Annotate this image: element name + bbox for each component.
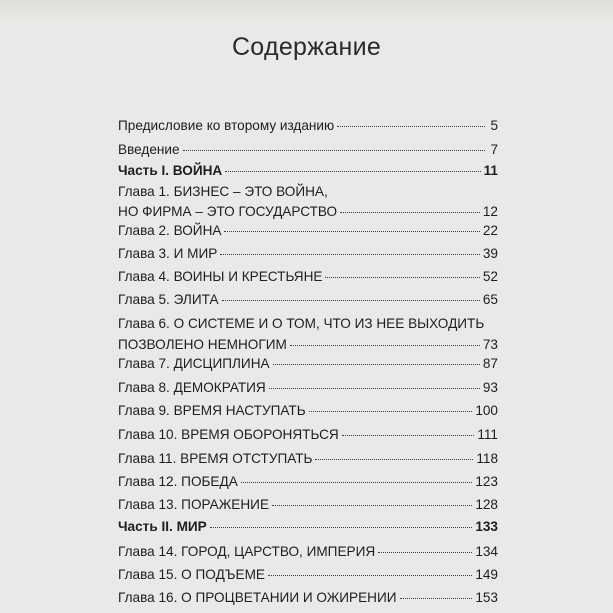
dot-leader — [325, 276, 479, 278]
toc-entry-page: 133 — [475, 519, 498, 534]
toc-entry-page: 73 — [482, 337, 498, 352]
toc-entry-chapter-16[interactable] — [118, 589, 498, 606]
toc-entry-label: Часть I. ВОЙНА — [118, 163, 223, 178]
toc-entry-chapter-6[interactable] — [118, 315, 498, 353]
toc-entry-chapter-7[interactable] — [118, 355, 498, 372]
toc-entry-chapter-4[interactable] — [118, 268, 498, 285]
toc-entry-chapter-5[interactable] — [118, 291, 498, 308]
dot-leader — [378, 551, 472, 553]
dot-leader — [273, 363, 480, 365]
dot-leader — [225, 170, 480, 172]
toc-entry-page: 100 — [475, 403, 498, 418]
toc-entry-page: 134 — [475, 544, 498, 559]
dot-leader — [340, 211, 480, 213]
dot-leader — [309, 410, 473, 412]
toc-entry-label: Глава 12. ПОБЕДА — [118, 474, 238, 489]
toc-entry-label: Глава 2. ВОЙНА — [118, 223, 222, 238]
toc-entry-label: Глава 4. ВОИНЫ И КРЕСТЬЯНЕ — [118, 269, 323, 284]
toc-entry-page: 65 — [482, 292, 498, 307]
toc-entry-label-line1: Глава 6. О СИСТЕМЕ И О ТОМ, ЧТО ИЗ НЕЕ ВЫХОДИТЬ — [118, 316, 485, 331]
toc-entry-chapter-14[interactable] — [118, 543, 498, 560]
dot-leader — [337, 125, 485, 127]
toc-entry-page: 87 — [482, 356, 498, 371]
dot-leader — [222, 299, 480, 301]
toc-entry-chapter-13[interactable] — [118, 496, 498, 513]
dot-leader — [315, 458, 473, 460]
dot-leader — [290, 344, 480, 346]
toc-entry-label: Глава 8. ДЕМОКРАТИЯ — [118, 380, 266, 395]
dot-leader — [342, 434, 475, 436]
dot-leader — [241, 481, 473, 483]
toc-entry-label: Глава 13. ПОРАЖЕНИЕ — [118, 497, 270, 512]
toc-entry-chapter-1[interactable] — [118, 183, 498, 220]
toc-entry-label: Глава 9. ВРЕМЯ НАСТУПАТЬ — [118, 403, 306, 418]
toc-entry-chapter-11[interactable] — [118, 450, 498, 467]
toc-entry-chapter-8[interactable] — [118, 379, 498, 396]
toc-entry-chapter-15[interactable] — [118, 566, 498, 583]
page-title: Содержание — [231, 33, 382, 61]
toc-entry-page: 12 — [482, 204, 498, 219]
toc-entry-label: Предисловие ко второму изданию — [118, 118, 335, 133]
toc-entry-page: 5 — [490, 118, 498, 133]
toc-entry-label: Глава 7. ДИСЦИПЛИНА — [118, 356, 270, 371]
toc-entry-label: Глава 5. ЭЛИТА — [118, 292, 219, 307]
dot-leader — [183, 149, 485, 151]
dot-leader — [268, 574, 472, 576]
toc-entry-page: 149 — [475, 567, 498, 582]
toc-entry-page: 52 — [482, 269, 498, 284]
dot-leader — [272, 504, 472, 506]
dot-leader — [224, 230, 479, 232]
toc-entry-label: Глава 3. И МИР — [118, 246, 218, 261]
toc-entry-part-1[interactable] — [118, 162, 498, 179]
toc-entry-chapter-12[interactable] — [118, 473, 498, 490]
toc-entry-label: Глава 16. О ПРОЦВЕТАНИИ И ОЖИРЕНИИ — [118, 590, 397, 605]
toc-entry-introduction[interactable] — [118, 141, 498, 158]
toc-entry-chapter-10[interactable] — [118, 426, 498, 443]
toc-entry-label: Введение — [118, 142, 180, 157]
toc-entry-page: 128 — [475, 497, 498, 512]
toc-entry-label: Глава 11. ВРЕМЯ ОТСТУПАТЬ — [118, 451, 313, 466]
dot-leader — [210, 526, 473, 528]
toc-entry-page: 22 — [482, 223, 498, 238]
toc-entry-label: Глава 10. ВРЕМЯ ОБОРОНЯТЬСЯ — [118, 427, 339, 442]
toc-entry-page: 7 — [490, 142, 498, 157]
toc-entry-page: 153 — [475, 590, 498, 605]
toc-entry-label: ПОЗВОЛЕНО НЕМНОГИМ — [118, 337, 287, 352]
toc-entry-chapter-2[interactable] — [118, 222, 498, 239]
toc-entry-chapter-3[interactable] — [118, 245, 498, 262]
toc-entry-page: 123 — [475, 474, 498, 489]
toc-entry-label: Часть II. МИР — [118, 519, 207, 534]
toc-entry-page: 93 — [482, 380, 498, 395]
toc-entry-label: НО ФИРМА – ЭТО ГОСУДАРСТВО — [118, 204, 338, 219]
toc-entry-label-line1: Глава 1. БИЗНЕС – ЭТО ВОЙНА, — [118, 184, 328, 199]
toc-entry-part-2[interactable] — [118, 518, 498, 535]
toc-entry-page: 118 — [476, 451, 498, 466]
toc-entry-page: 11 — [483, 163, 498, 178]
table-of-contents — [118, 0, 498, 613]
toc-entry-preface[interactable] — [118, 117, 498, 134]
dot-leader — [400, 597, 473, 599]
toc-entry-label: Глава 14. ГОРОД, ЦАРСТВО, ИМПЕРИЯ — [118, 544, 376, 559]
toc-entry-page: 39 — [482, 246, 498, 261]
toc-entry-chapter-9[interactable] — [118, 402, 498, 419]
dot-leader — [269, 387, 480, 389]
dot-leader — [220, 253, 480, 255]
toc-entry-page: 111 — [477, 427, 498, 442]
toc-entry-label: Глава 15. О ПОДЪЕМЕ — [118, 567, 265, 582]
